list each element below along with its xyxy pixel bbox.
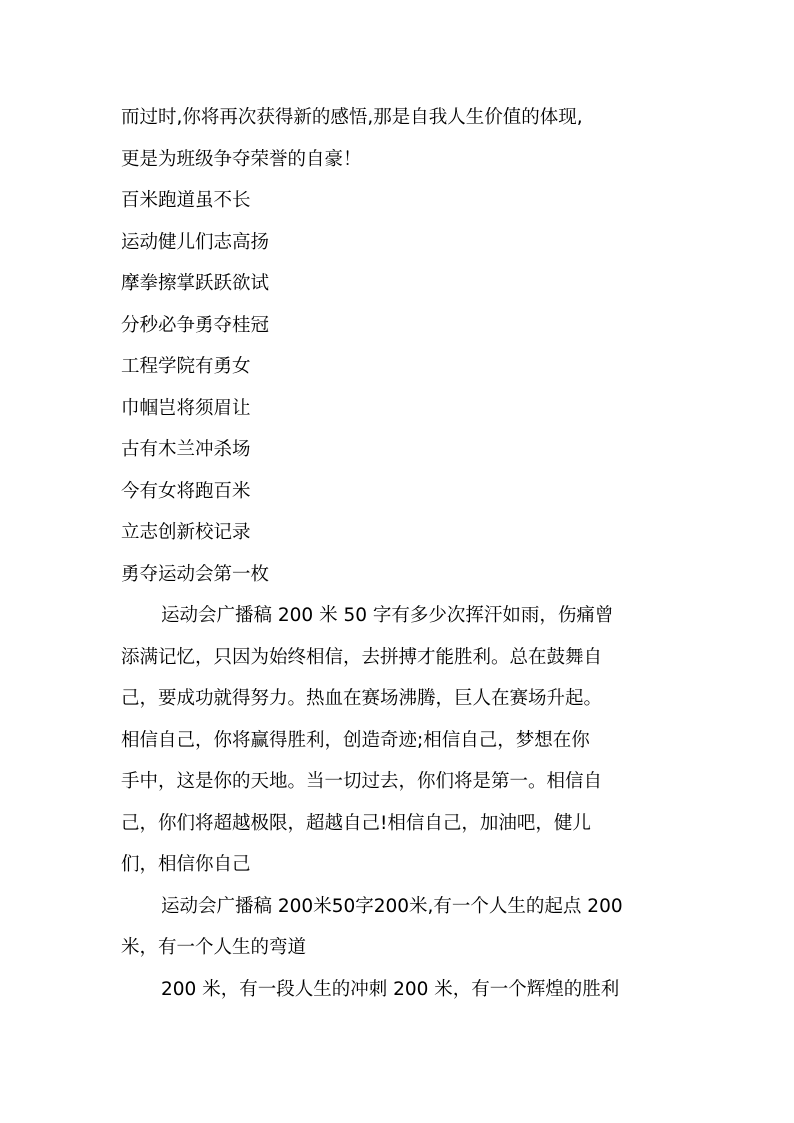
text-line-3: 百米跑道虽不长 bbox=[121, 190, 251, 211]
text-line-9: 古有木兰冲杀场 bbox=[121, 439, 251, 460]
text-line-16: 相信自己，你将赢得胜利，创造奇迹;相信自己，梦想在你 bbox=[121, 729, 590, 751]
text-line-5: 摩拳擦掌跃跃欲试 bbox=[121, 273, 270, 294]
text-line-8: 巾帼岂将须眉让 bbox=[121, 397, 251, 419]
document-body bbox=[121, 97, 687, 1010]
text-line-18: 己，你们将超越极限，超越自己!相信自己，加油吧，健儿 bbox=[121, 812, 591, 834]
text-line-1: 而过时,你将再次获得新的感悟,那是自我人生价值的体现, bbox=[121, 107, 583, 128]
text-line-19: 们，相信你自己 bbox=[121, 854, 251, 875]
text-line-22: 200 米，有一段人生的冲刺 200 米，有一个辉煌的胜利 bbox=[161, 978, 620, 1000]
text-line-2: 更是为班级争夺荣誉的自豪！ bbox=[121, 148, 362, 170]
text-line-20: 运动会广播稿 200米50字200米,有一个人生的起点 200 bbox=[161, 895, 623, 917]
text-line-17: 手中，这是你的天地。当一切过去，你们将是第一。相信自 bbox=[121, 771, 603, 792]
text-line-15: 己，要成功就得努力。热血在赛场沸腾，巨人在赛场升起。 bbox=[121, 688, 603, 709]
text-line-12: 勇夺运动会第一枚 bbox=[121, 563, 270, 585]
text-line-7: 工程学院有勇女 bbox=[121, 356, 251, 377]
text-line-10: 今有女将跑百米 bbox=[121, 480, 251, 502]
text-line-13: 运动会广播稿 200 米 50 字有多少次挥汗如雨，伤痛曾 bbox=[161, 605, 614, 626]
text-line-11: 立志创新校记录 bbox=[121, 522, 251, 543]
text-line-21: 米，有一个人生的弯道 bbox=[121, 937, 307, 958]
text-line-4: 运动健儿们志高扬 bbox=[121, 231, 270, 253]
text-line-6: 分秒必争勇夺桂冠 bbox=[121, 314, 270, 336]
text-line-14: 添满记忆，只因为始终相信，去拼搏才能胜利。总在鼓舞自 bbox=[121, 646, 603, 668]
